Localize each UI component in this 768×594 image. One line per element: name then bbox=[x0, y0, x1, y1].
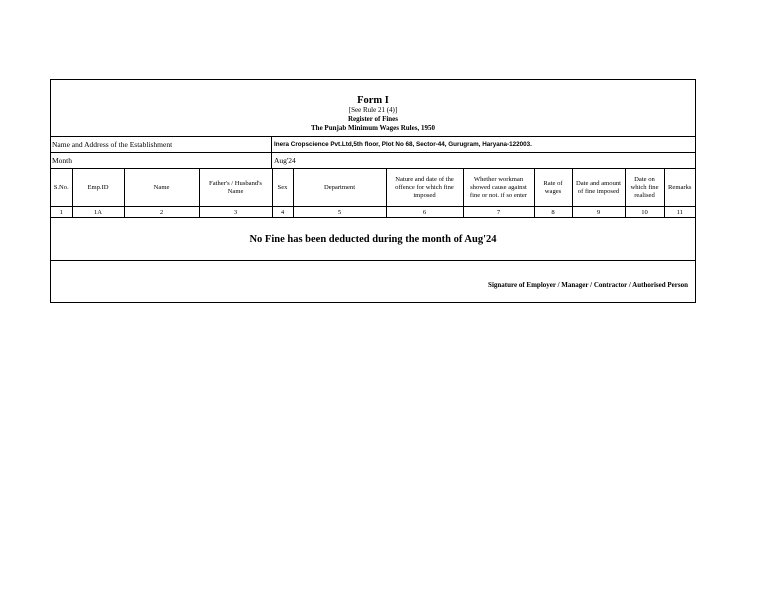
act-title: The Punjab Minimum Wages Rules, 1950 bbox=[311, 124, 435, 132]
establishment-row bbox=[51, 137, 695, 153]
fines-register-form bbox=[50, 79, 696, 303]
signature-section bbox=[51, 261, 695, 302]
col-header-emp-id: Emp.ID bbox=[72, 169, 124, 207]
establishment-value: Inera Cropscience Pvt.Ltd,5th floor, Plot No 68, Sector-44, Gurugram, Haryana-122003. bbox=[274, 141, 532, 148]
col-header-name: Name bbox=[124, 169, 199, 207]
col-number: 9 bbox=[572, 207, 625, 218]
fines-table bbox=[51, 169, 695, 218]
col-header-sno: S.No. bbox=[51, 169, 72, 207]
col-number: 5 bbox=[293, 207, 386, 218]
table-number-row bbox=[51, 207, 695, 218]
col-header-fine-realised: Date on which fine realised bbox=[625, 169, 664, 207]
month-row bbox=[51, 153, 695, 169]
col-number: 2 bbox=[124, 207, 199, 218]
col-number: 3 bbox=[199, 207, 272, 218]
signature-line: Signature of Employer / Manager / Contractor / Authorised Person bbox=[488, 281, 688, 289]
col-header-fine-imposed: Date and amount of fine imposed bbox=[572, 169, 625, 207]
col-number: 1 bbox=[51, 207, 72, 218]
col-number: 11 bbox=[664, 207, 695, 218]
col-header-father-husband-name: Father's / Husband's Name bbox=[199, 169, 272, 207]
establishment-label: Name and Address of the Establishment bbox=[51, 137, 272, 152]
table-header-row bbox=[51, 169, 695, 207]
rule-reference: [See Rule 21 (4)] bbox=[348, 106, 398, 114]
col-header-show-cause: Whether workman showed cause against fine or not. if so enter bbox=[463, 169, 534, 207]
col-number: 4 bbox=[272, 207, 293, 218]
col-number: 6 bbox=[386, 207, 463, 218]
col-number: 10 bbox=[625, 207, 664, 218]
form-title: Form I bbox=[357, 95, 389, 106]
month-value: Aug'24 bbox=[274, 156, 296, 165]
col-header-offence: Nature and date of the offence for which fine imposed bbox=[386, 169, 463, 207]
no-fine-notice: No Fine has been deducted during the month of Aug'24 bbox=[51, 218, 695, 261]
col-header-rate-of-wages: Rate of wages bbox=[534, 169, 572, 207]
month-label: Month bbox=[51, 153, 272, 168]
register-title: Register of Fines bbox=[347, 115, 399, 123]
col-header-remarks: Remarks bbox=[664, 169, 695, 207]
col-header-department: Department bbox=[293, 169, 386, 207]
col-header-sex: Sex bbox=[272, 169, 293, 207]
col-number: 8 bbox=[534, 207, 572, 218]
col-number: 1A bbox=[72, 207, 124, 218]
col-number: 7 bbox=[463, 207, 534, 218]
form-header bbox=[51, 80, 695, 137]
